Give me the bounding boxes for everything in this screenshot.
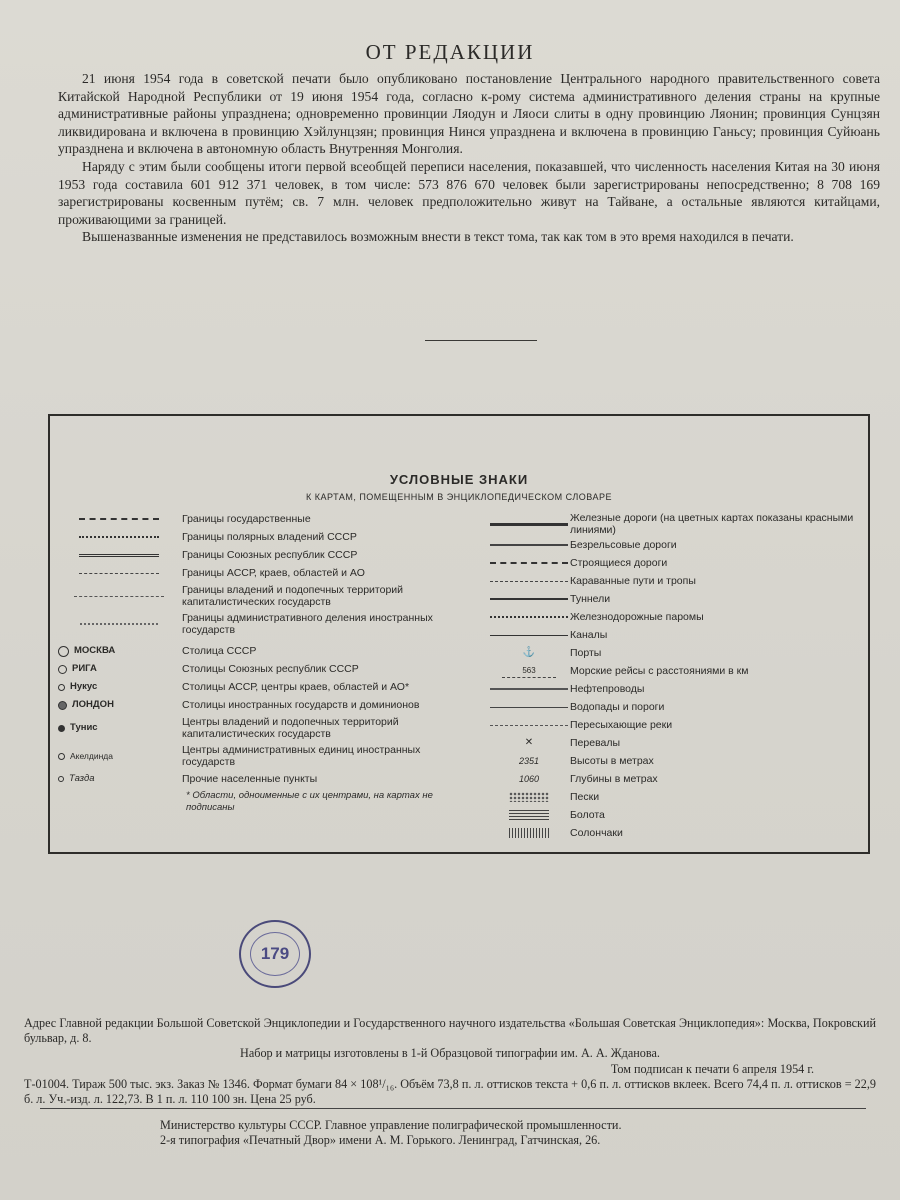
map-legend	[48, 414, 870, 854]
legend-label: Границы государственные	[182, 513, 311, 525]
foreign-capital-icon	[58, 701, 67, 710]
legend-sample: ЛОНДОН	[72, 699, 114, 710]
legend-label: Столицы Союзных республик СССР	[182, 663, 359, 675]
legend-row	[56, 612, 466, 636]
capital-ussr-icon	[58, 646, 69, 657]
legend-label: Нефтепроводы	[570, 683, 645, 695]
legend-label: Каналы	[570, 629, 608, 641]
legend-label: Высоты в метрах	[570, 755, 654, 767]
legend-sample: РИГА	[72, 663, 97, 674]
imprint-specs: Т-01004. Тираж 500 тыс. экз. Заказ № 1346. Формат бумаги 84 × 108¹/₁₆. Объём 73,8 п. л. оттисков текста + 0,6 п. л. оттисков вклеек. Всего 74,4 п. л. оттисков = 22,9 б. л. Уч.-изд. л. 122,73. В 1 п. л. 110 100 зн. Цена 25 руб.	[24, 1077, 876, 1106]
legend-row	[56, 698, 466, 712]
legend-row	[488, 646, 858, 660]
legend-row	[56, 530, 466, 544]
imprint-signed: Том подписан к печати 6 апреля 1954 г.	[610, 1062, 814, 1076]
legend-label: Столицы иностранных государств и доминионов	[182, 699, 420, 711]
editorial-text	[58, 70, 880, 246]
legend-row	[488, 512, 858, 536]
legend-sample: Тазда	[69, 773, 95, 784]
swamp-icon	[509, 810, 549, 820]
pipeline-symbol	[490, 688, 568, 690]
legend-subtitle: К КАРТАМ, ПОМЕЩЕННЫМ В ЭНЦИКЛОПЕДИЧЕСКОМ СЛОВАРЕ	[306, 492, 612, 502]
assr-border-symbol	[79, 573, 159, 574]
depth-sample: 1060	[518, 774, 540, 784]
dependency-center-icon	[58, 725, 65, 732]
editorial-paragraph: Наряду с этим были сообщены итоги первой всеобщей переписи населения, показавшей, что численность населения Китая на 30 июня 1953 года составила 601 912 371 человек, в том числе: 573 876 670 человек были зарегистрированы непосредственно; 8 708 169 зарегистрированы косвенным путём; св. 7 млн. человек предположительно живут на Тайване, а остальные являются китайцами, проживающими за границей.	[58, 158, 880, 227]
polar-border-symbol	[79, 536, 159, 538]
legend-sample: Нукус	[70, 681, 98, 692]
legend-label: Болота	[570, 809, 605, 821]
divider	[425, 340, 537, 341]
legend-row	[488, 808, 858, 822]
legend-left-column	[56, 512, 466, 814]
legend-row	[488, 592, 858, 606]
legend-label: Железнодорожные паромы	[570, 611, 704, 623]
legend-label: Глубины в метрах	[570, 773, 658, 785]
legend-row	[488, 664, 858, 678]
legend-row	[56, 680, 466, 694]
pass-icon: ✕	[524, 737, 534, 748]
legend-row	[488, 574, 858, 588]
legend-label: Солончаки	[570, 827, 623, 839]
legend-footnote: * Области, одноименные с их центрами, на картах не подписаны	[186, 790, 433, 813]
imprint-printer: 2-я типография «Печатный Двор» имени А. М. Горького. Ленинград, Гатчинская, 26.	[160, 1133, 601, 1147]
legend-label: Туннели	[570, 593, 611, 605]
state-border-symbol	[79, 518, 159, 520]
stamp-number: 179	[250, 932, 300, 976]
legend-row	[488, 790, 858, 804]
divider	[40, 1108, 866, 1109]
caravan-route-symbol	[490, 581, 568, 582]
railway-symbol	[490, 523, 568, 526]
assr-capital-icon	[58, 684, 65, 691]
union-capital-icon	[58, 665, 67, 674]
anchor-icon: ⚓	[522, 647, 536, 658]
imprint-address: Адрес Главной редакции Большой Советской Энциклопедии и Государственного научного издательства «Большая Советская Энциклопедия»: Москва, Покровский бульвар, д. 8.	[24, 1016, 876, 1045]
legend-label: Прочие населенные пункты	[182, 773, 318, 785]
legend-label: Столицы АССР, центры краев, областей и АО*	[182, 681, 410, 693]
legend-label: Караванные пути и тропы	[570, 575, 696, 587]
dependency-border-symbol	[74, 596, 164, 597]
canal-symbol	[490, 635, 568, 636]
waterfall-symbol	[490, 707, 568, 708]
editorial-paragraph: Вышеназванные изменения не представилось возможным внести в текст тома, так как том в это время находился в печати.	[82, 229, 794, 245]
legend-label: Порты	[570, 647, 602, 659]
legend-row	[56, 772, 466, 786]
union-border-symbol	[79, 554, 159, 557]
imprint-typesetting: Набор и матрицы изготовлены в 1-й Образцовой типографии им. А. А. Жданова.	[240, 1046, 660, 1060]
settlement-icon	[58, 776, 64, 782]
legend-label: Железные дороги (на цветных картах показаны красными линиями)	[570, 512, 854, 536]
admin-border-symbol	[80, 623, 158, 625]
construction-road-symbol	[490, 562, 568, 564]
legend-row	[488, 826, 858, 840]
road-symbol	[490, 544, 568, 546]
legend-label: Столица СССР	[182, 645, 257, 657]
page-title: ОТ РЕДАКЦИИ	[365, 40, 535, 64]
legend-label: Морские рейсы с расстояниями в км	[570, 665, 749, 677]
legend-label: Границы АССР, краев, областей и АО	[182, 567, 365, 579]
sea-route-sample: 563	[502, 665, 555, 678]
legend-row	[488, 538, 858, 552]
legend-sample: Тунис	[70, 722, 98, 733]
height-sample: 2351	[518, 756, 540, 766]
legend-label: Строящиеся дороги	[570, 557, 668, 569]
legend-right-column	[488, 512, 858, 844]
legend-label: Безрельсовые дороги	[570, 539, 677, 551]
legend-row	[56, 548, 466, 562]
dry-river-symbol	[490, 725, 568, 726]
legend-row	[488, 718, 858, 732]
legend-row	[488, 682, 858, 696]
legend-label: Центры владений и подопечных территорий капиталистических государств	[182, 716, 399, 740]
legend-row	[488, 772, 858, 786]
sand-icon	[509, 792, 549, 802]
legend-label: Пески	[570, 791, 600, 803]
legend-label: Перевалы	[570, 737, 621, 749]
legend-label: Центры административных единиц иностранных государств	[182, 744, 421, 768]
legend-row	[56, 744, 466, 768]
legend-label: Границы полярных владений СССР	[182, 531, 357, 543]
legend-row	[56, 584, 466, 608]
imprint-ministry: Министерство культуры СССР. Главное управление полиграфической промышленности.	[160, 1118, 622, 1132]
legend-label: Границы административного деления иностранных государств	[182, 612, 433, 636]
legend-row	[56, 662, 466, 676]
legend-label: Водопады и пороги	[570, 701, 665, 713]
ferry-symbol	[490, 616, 568, 618]
legend-row	[488, 754, 858, 768]
library-stamp	[239, 920, 311, 988]
editorial-paragraph: 21 июня 1954 года в советской печати было опубликовано постановление Центрального народного правительственного совета Китайской Народной Республики от 19 июня 1954 года, согласно к-рому система административного деления страны на крупные административные районы упразднена; одновременно провинции Ляодун и Ляоси слиты в одну провинцию Ляонин; провинция Сунцзян ликвидирована и включена в провинцию Хэйлунцзян; провинция Нинся упразднена и включена в провинцию Ганьсу; провинция Суйюань упразднена и включена в автономную область Внутренняя Монголия.	[58, 71, 880, 157]
legend-label: Границы владений и подопечных территорий капиталистических государств	[182, 584, 404, 608]
legend-row	[488, 700, 858, 714]
legend-row	[488, 628, 858, 642]
legend-row	[488, 556, 858, 570]
legend-label: Пересыхающие реки	[570, 719, 673, 731]
legend-row	[488, 610, 858, 624]
legend-sample: Акелдинда	[70, 751, 113, 761]
legend-row	[56, 566, 466, 580]
legend-row	[56, 716, 466, 740]
salt-marsh-icon	[509, 828, 549, 838]
legend-row	[56, 644, 466, 658]
legend-label: Границы Союзных республик СССР	[182, 549, 358, 561]
legend-title: УСЛОВНЫЕ ЗНАКИ	[389, 472, 529, 487]
legend-row	[56, 512, 466, 526]
admin-center-icon	[58, 753, 65, 760]
tunnel-symbol	[490, 598, 568, 600]
legend-row	[488, 736, 858, 750]
legend-sample: МОСКВА	[74, 645, 116, 656]
